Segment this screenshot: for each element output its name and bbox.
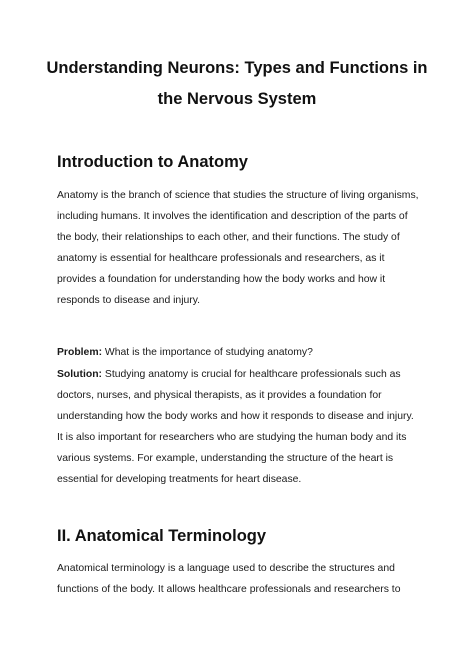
document-title-line-2: the Nervous System bbox=[157, 90, 317, 108]
paragraph-line: the body, their relationships to each other, and their functions. The study of bbox=[57, 231, 400, 243]
problem-text: What is the importance of studying anatomy? bbox=[102, 347, 313, 358]
introduction-paragraph bbox=[57, 186, 427, 311]
paragraph-line: doctors, nurses, and physical therapists, as it provides a foundation for bbox=[57, 389, 382, 401]
problem-paragraph bbox=[57, 343, 427, 364]
paragraph-line: understanding how the body works and how it responds to disease and injury. bbox=[57, 410, 414, 422]
solution-first-line-text: Studying anatomy is crucial for healthcare professionals such as bbox=[102, 369, 401, 380]
terminology-paragraph bbox=[57, 559, 427, 601]
paragraph-line: essential for developing treatments for heart disease. bbox=[57, 473, 302, 485]
paragraph-line: provides a foundation for understanding how the body works and how it bbox=[57, 273, 386, 285]
problem-label: Problem: bbox=[57, 347, 103, 358]
paragraph-line: functions of the body. It allows healthcare professionals and researchers to bbox=[57, 583, 401, 595]
paragraph-line: Anatomy is the branch of science that studies the structure of living organisms, bbox=[57, 190, 419, 201]
problem-line bbox=[57, 343, 427, 364]
paragraph-line: Anatomical terminology is a language used to describe the structures and bbox=[57, 563, 395, 574]
paragraph-line: It is also important for researchers who are studying the human body and its bbox=[57, 431, 407, 443]
solution-paragraph bbox=[57, 365, 427, 490]
solution-label: Solution: bbox=[57, 369, 103, 380]
solution-first-line bbox=[57, 365, 427, 386]
section-heading-anatomical-terminology: II. Anatomical Terminology bbox=[57, 527, 267, 545]
section-heading-introduction: Introduction to Anatomy bbox=[57, 153, 248, 171]
paragraph-line: responds to disease and injury. bbox=[57, 294, 201, 306]
paragraph-line: including humans. It involves the identification and description of the parts of bbox=[57, 210, 408, 222]
document-title-line-1: Understanding Neurons: Types and Functions in bbox=[46, 59, 428, 77]
paragraph-line: various systems. For example, understanding the structure of the heart is bbox=[57, 452, 394, 464]
paragraph-line: anatomy is essential for healthcare professionals and researchers, as it bbox=[57, 252, 385, 264]
